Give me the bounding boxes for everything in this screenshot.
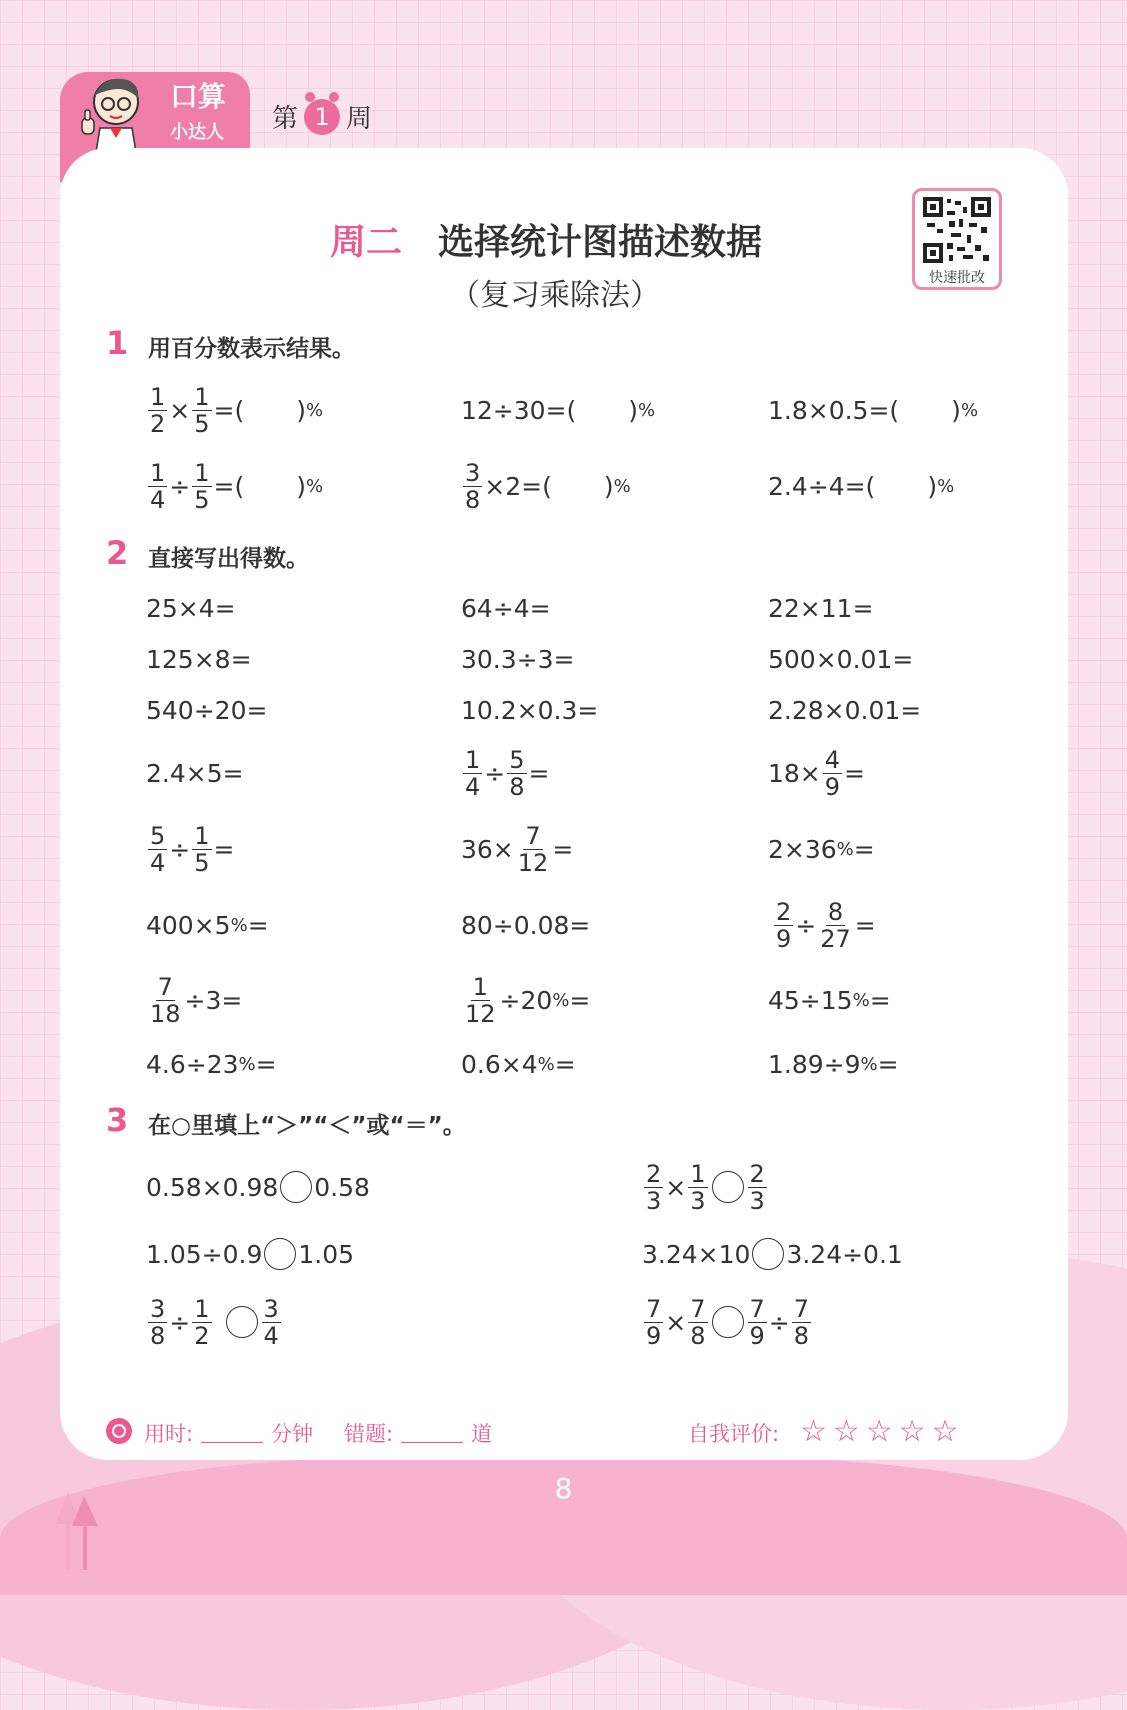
page-number: 8	[554, 1472, 573, 1505]
problem-item[interactable]: 2×36 % =	[768, 834, 875, 864]
problem-item[interactable]: 80÷0.08=	[461, 910, 591, 940]
problem-item[interactable]: 18× $\frac{4}{9}$ =	[768, 745, 865, 801]
answer-circle[interactable]	[280, 1171, 312, 1203]
problem-item: 12÷30=( ) %	[461, 395, 656, 425]
week-suffix: 周	[346, 104, 373, 134]
fraction: $\frac{7}{8}$	[793, 1294, 810, 1350]
problem-item[interactable]: $\frac{7}{18}$ ÷3=	[150, 972, 243, 1028]
time-field	[144, 1418, 313, 1448]
fraction: 3 4	[263, 1294, 279, 1350]
star-rating[interactable]: ☆☆☆☆☆	[800, 1414, 965, 1449]
fraction: $\frac{8}{27}$	[820, 897, 851, 953]
problem-item: $\frac{1}{4}$ ÷ $\frac{1}{5}$ =( ) %	[150, 458, 324, 514]
problem-item[interactable]: 125×8=	[146, 644, 252, 674]
problem-item: $\frac{3}{8}$ ×2=( ) %	[465, 458, 631, 514]
fraction: $\frac{7}{9}$	[646, 1294, 662, 1350]
week-number: 1	[304, 99, 340, 135]
problem-item[interactable]: 10.2×0.3=	[461, 695, 599, 725]
problem-item[interactable]: 36× $\frac{7}{12}$ =	[461, 821, 574, 877]
section-instruction: 直接写出得数。	[148, 546, 309, 572]
comparison-item: 1.05÷0.9 1.05	[146, 1239, 355, 1269]
problem-item[interactable]: 0.6×4 % =	[461, 1049, 576, 1079]
fraction: $\frac{2}{3}$	[646, 1159, 662, 1215]
fraction: $\frac{1}{4}$	[465, 745, 481, 801]
problem-item[interactable]: $\frac{2}{9}$ ÷ $\frac{8}{27}$ =	[776, 897, 876, 953]
fraction: $\frac{7}{18}$	[150, 972, 181, 1028]
comparison-item: $\frac{7}{9}$ × $\frac{7}{8}$ $\frac{7}{9}$ ÷ $\frac{7}{8}$	[646, 1294, 810, 1350]
problem-item[interactable]: 2.4×5=	[146, 758, 244, 788]
errors-field	[344, 1418, 492, 1448]
qr-code[interactable]	[912, 188, 1002, 290]
fraction: $\frac{1}{3}$	[690, 1159, 706, 1215]
section-number: 3	[106, 1101, 129, 1139]
fraction: $\frac{1}{2}$	[150, 382, 166, 438]
page-title	[330, 214, 762, 265]
stopwatch-icon	[106, 1418, 132, 1444]
problem-item[interactable]: 25×4=	[146, 593, 236, 623]
fraction: $\frac{3}{8}$	[465, 458, 481, 514]
time-label: 用时:	[144, 1422, 194, 1446]
fraction: $\frac{2}{9}$	[776, 897, 792, 953]
fraction: $\frac{4}{9}$	[824, 745, 841, 801]
errors-unit: 道	[471, 1422, 493, 1446]
qr-label: 快速批改	[929, 270, 985, 286]
comparison-item: $\frac{2}{3}$ × $\frac{1}{3}$ 2 3	[646, 1159, 765, 1215]
fraction: $\frac{7}{12}$	[517, 821, 549, 877]
week-prefix: 第	[272, 104, 299, 134]
problem-item[interactable]: 400×5 % =	[146, 910, 269, 940]
answer-circle[interactable]	[264, 1238, 296, 1270]
fraction: $\frac{1}{12}$	[465, 972, 496, 1028]
fraction: $\frac{5}{8}$	[509, 745, 525, 801]
fraction: $\frac{5}{4}$	[150, 821, 166, 877]
problem-item: $\frac{1}{2}$ × $\frac{1}{5}$ =( ) %	[150, 382, 324, 438]
problem-item[interactable]: 4.6÷23 % =	[146, 1049, 277, 1079]
qr-code-icon	[923, 197, 991, 263]
time-input[interactable]	[201, 1442, 263, 1443]
problem-item[interactable]: $\frac{1}{12}$ ÷20 % =	[465, 972, 591, 1028]
page-subtitle: （复习乘除法）	[450, 278, 660, 313]
errors-input[interactable]	[401, 1442, 463, 1443]
section-instruction: 在○里填上“＞”“＜”或“＝”。	[148, 1113, 466, 1139]
badge-title: 口算	[170, 80, 227, 113]
section-instruction: 用百分数表示结果。	[148, 336, 355, 362]
problem-item[interactable]: 500×0.01=	[768, 644, 914, 674]
section-number: 2	[106, 534, 129, 572]
fraction: 2 3	[749, 1159, 765, 1215]
problem-item[interactable]: 30.3÷3=	[461, 644, 575, 674]
badge-subtitle: 小达人	[170, 122, 224, 143]
problem-item[interactable]: 540÷20=	[146, 695, 268, 725]
problem-item[interactable]: 64÷4=	[461, 593, 551, 623]
fraction: $\frac{1}{2}$	[194, 1294, 210, 1350]
title-day: 周二	[330, 222, 403, 263]
problem-item: 1.8×0.5=( ) %	[768, 395, 979, 425]
problem-item[interactable]: 45÷15 % =	[768, 985, 891, 1015]
time-unit: 分钟	[271, 1422, 314, 1446]
fraction: $\frac{1}{5}$	[194, 382, 210, 438]
fraction: $\frac{1}{5}$	[194, 821, 210, 877]
fraction: $\frac{7}{9}$	[749, 1294, 765, 1350]
problem-item[interactable]: $\frac{1}{4}$ ÷ $\frac{5}{8}$ =	[465, 745, 550, 801]
section-number: 1	[106, 324, 129, 362]
answer-circle[interactable]	[712, 1171, 744, 1203]
problem-item[interactable]: 2.28×0.01=	[768, 695, 922, 725]
problem-item[interactable]: $\frac{5}{4}$ ÷ $\frac{1}{5}$ =	[150, 821, 235, 877]
fraction: $\frac{7}{8}$	[690, 1294, 706, 1350]
tree-icon	[56, 1492, 100, 1570]
comparison-item: $\frac{3}{8}$ ÷ $\frac{1}{2}$ 3 4	[150, 1294, 279, 1350]
answer-circle[interactable]	[752, 1238, 784, 1270]
week-label	[272, 98, 372, 135]
answer-circle[interactable]	[226, 1306, 258, 1338]
problem-item[interactable]: 1.89÷9 % =	[768, 1049, 899, 1079]
comparison-item: 3.24×10 3.24÷0.1	[642, 1239, 903, 1269]
title-topic: 选择统计图描述数据	[438, 222, 763, 263]
answer-circle[interactable]	[712, 1306, 744, 1338]
fraction: $\frac{1}{5}$	[194, 458, 210, 514]
fraction: $\frac{1}{4}$	[150, 458, 166, 514]
errors-label: 错题:	[344, 1422, 394, 1446]
problem-item[interactable]: 22×11=	[768, 593, 874, 623]
mascot-icon	[70, 72, 150, 152]
comparison-item: 0.58×0.98 0.58	[146, 1172, 370, 1202]
fraction: $\frac{3}{8}$	[150, 1294, 166, 1350]
problem-item: 2.4÷4=( ) %	[768, 471, 955, 501]
rating-label: 自我评价:	[688, 1422, 780, 1446]
